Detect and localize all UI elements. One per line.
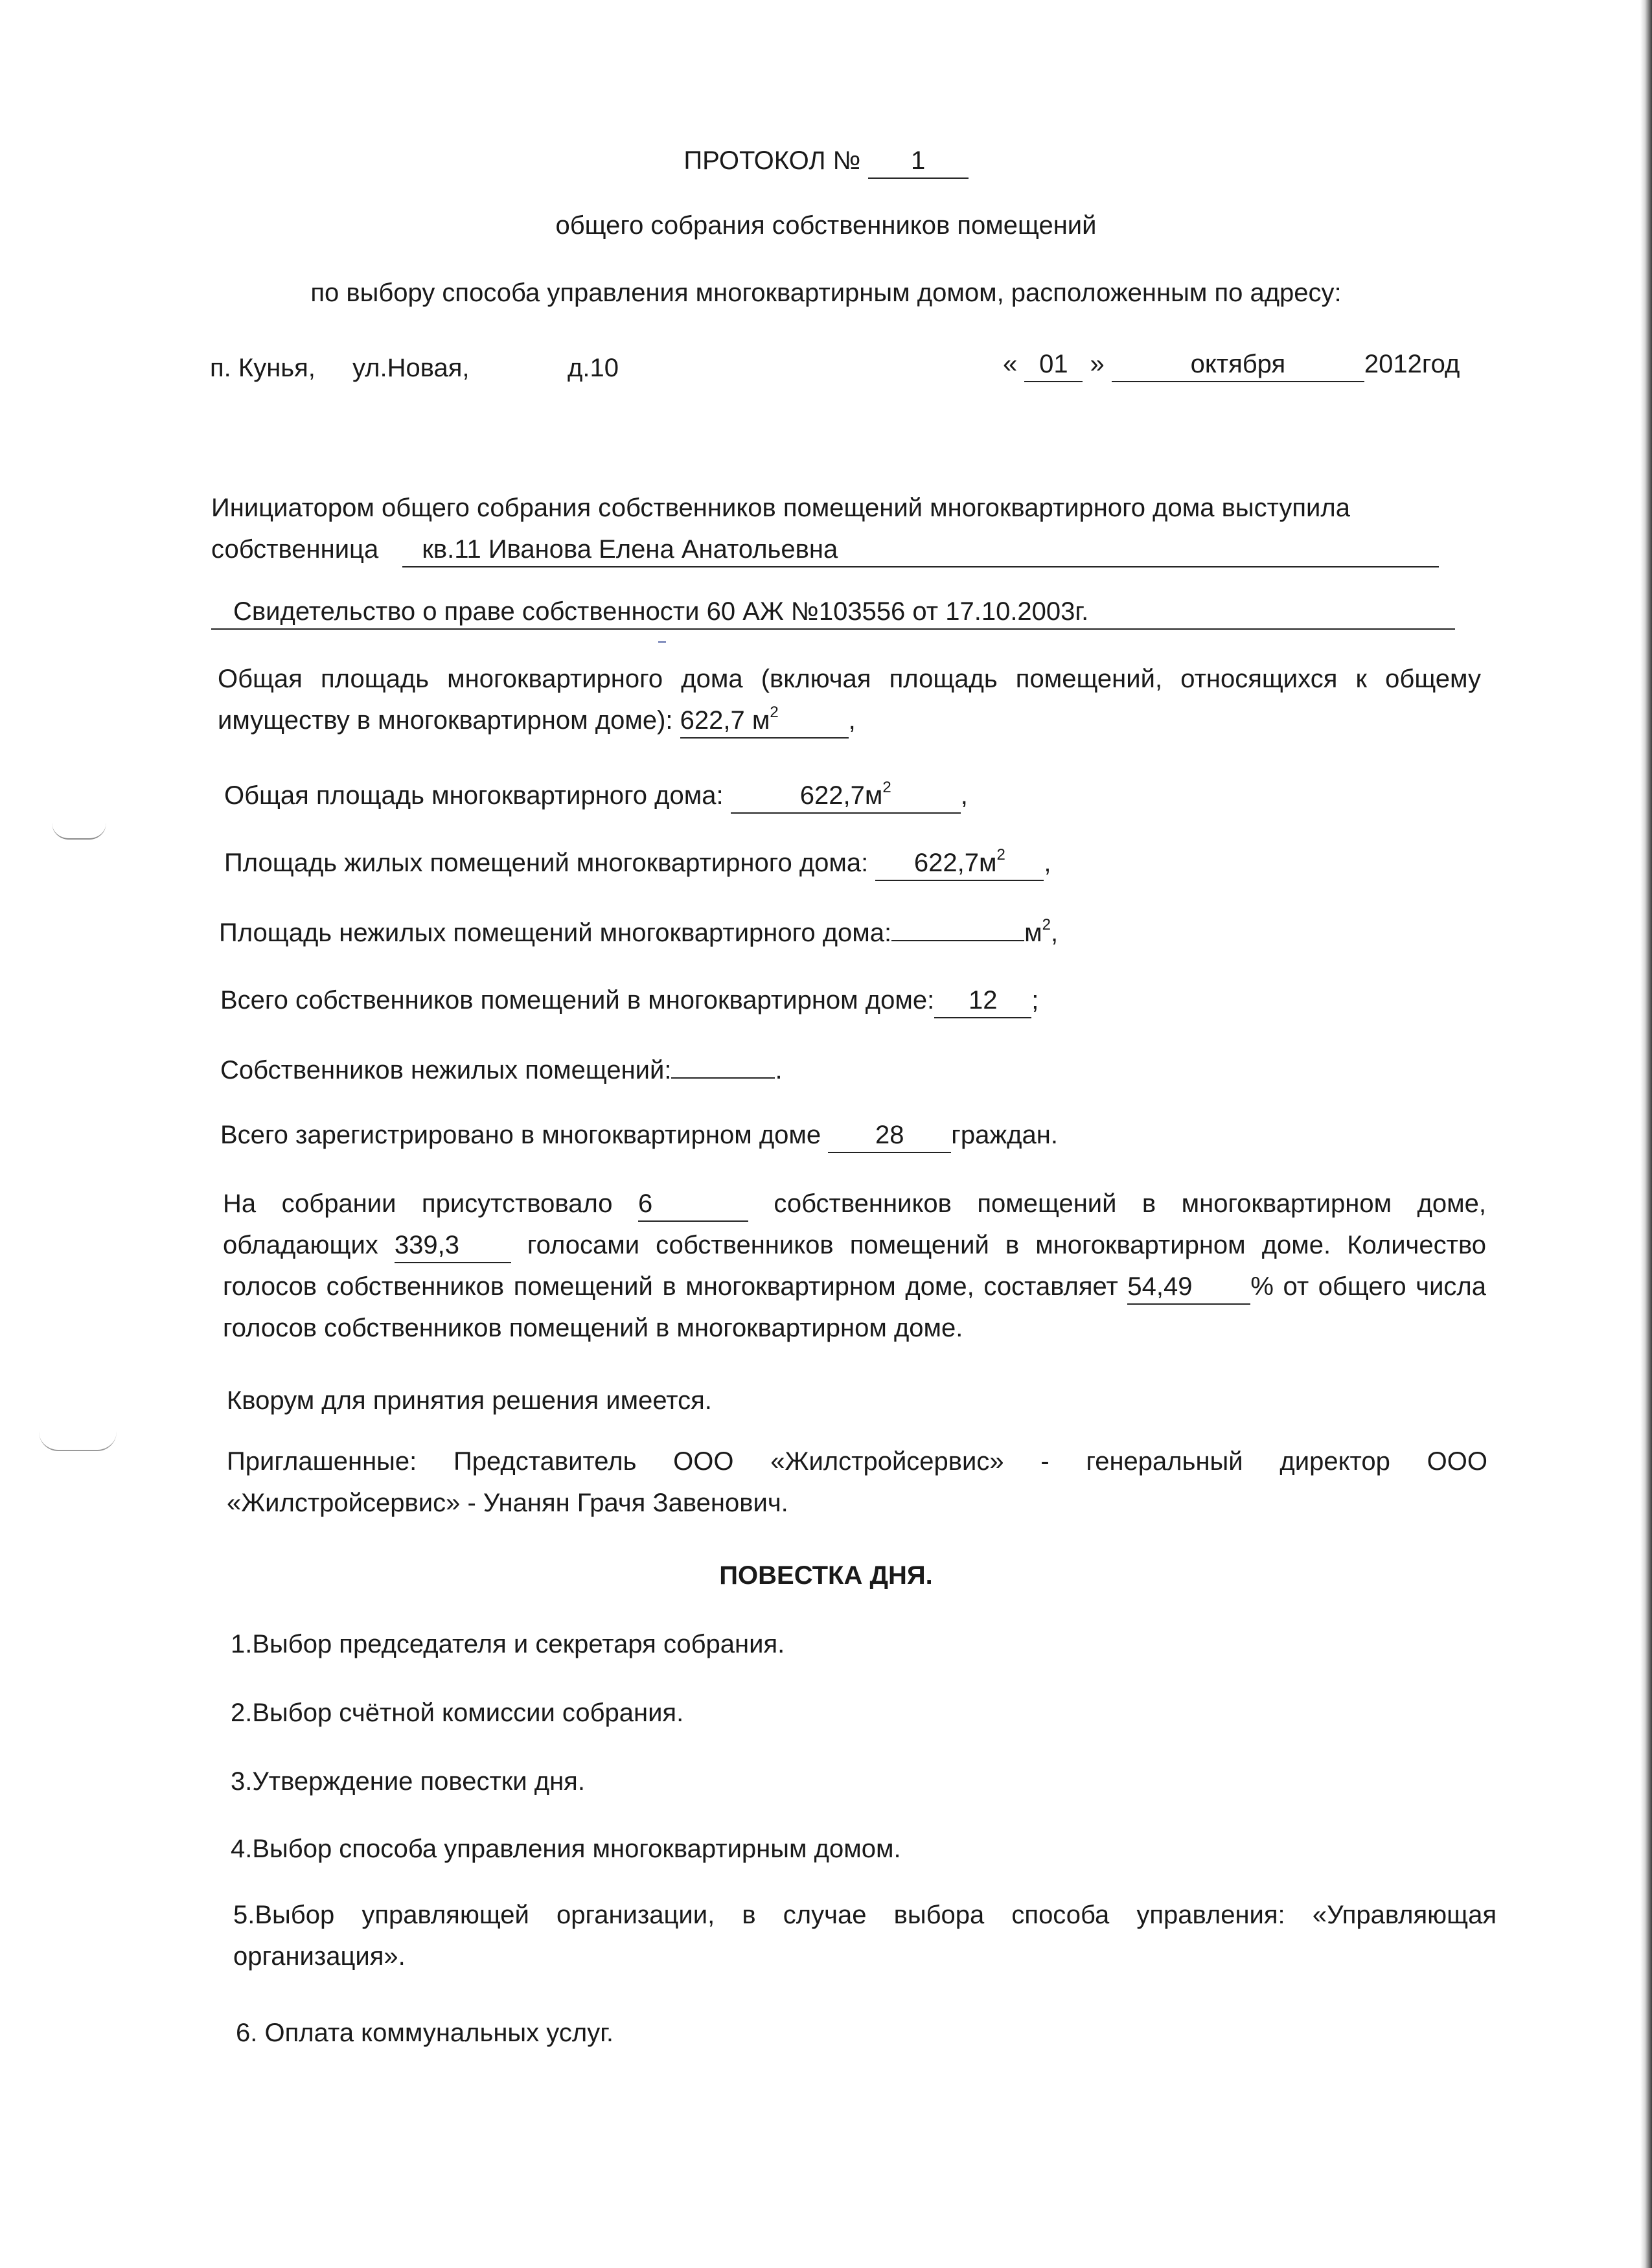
address-street: ул.Новая, <box>352 354 470 382</box>
initiator-owner-value: кв.11 Иванова Елена Анатольевна <box>402 533 1439 567</box>
date-month: октября <box>1112 347 1364 382</box>
pen-mark <box>658 641 666 645</box>
protocol-number: 1 <box>868 144 969 179</box>
meeting-date: « 01 » октября 2012год <box>1003 343 1460 385</box>
living-area: Площадь жилых помещений многоквартирного дома: $622,7м^2$ , <box>224 842 1051 884</box>
address-settlement: п. Кунья, <box>210 354 315 382</box>
initiator-owner: собственница кв.11 Иванова Елена Анатольевна <box>211 529 1439 570</box>
initiator-line: Инициатором общего собрания собственников помещений многоквартирного дома выступила <box>211 494 1350 522</box>
total-area-common: Общая площадь многоквартирного дома (включая площадь помещений, относящихся к общему имуществу в многоквартирном доме): 622,7 $м^2$ , <box>218 658 1481 741</box>
agenda-item: 6. Оплата коммунальных услуг. <box>236 2019 614 2047</box>
protocol-purpose: по выбору способа управления многоквартирным домом, расположенным по адресу: <box>310 279 1342 307</box>
agenda-item: 5.Выбор управляющей организации, в случае выбора способа управления: «Управляющая организация». <box>233 1901 1497 1971</box>
registered-citizens: Всего зарегистрировано в многоквартирном доме 28 граждан. <box>220 1114 1058 1156</box>
nonliving-area: Площадь нежилых помещений многоквартирного дома: $м^2$, <box>219 916 1059 947</box>
quorum-text: Кворум для принятия решения имеется. <box>227 1386 712 1415</box>
attendance-paragraph: На собрании присутствовало 6 собственников помещений в многоквартирном доме, обладающих 339,3 голосами собственников помещений в многоквартирном доме. Количество голосов собственников помещений в многоквартирном доме, составляет 54,49 % от общего числа голосов собственников помещений в многоквартирном доме. <box>223 1183 1486 1349</box>
protocol-title: ПРОТОКОЛ № 1 <box>0 140 1652 181</box>
margin-mark <box>39 1432 117 1451</box>
margin-mark <box>52 823 106 840</box>
scan-edge <box>1640 0 1652 2268</box>
agenda-item: 1.Выбор председателя и секретаря собрания. <box>231 1630 785 1658</box>
agenda-item: 2.Выбор счётной комиссии собрания. <box>231 1699 684 1727</box>
protocol-subtitle: общего собрания собственников помещений <box>555 211 1097 240</box>
address-house: д.10 <box>568 354 619 382</box>
ownership-certificate: Свидетельство о праве собственности 60 АЖ №103556 от 17.10.2003г. <box>211 591 1455 632</box>
total-area: Общая площадь многоквартирного дома: $622,7м^2$ , <box>224 775 968 816</box>
agenda-item: 4.Выбор способа управления многоквартирным домом. <box>231 1835 901 1863</box>
owners-total: Всего собственников помещений в многоквартирном доме: 12 ; <box>220 979 1038 1021</box>
agenda-item: 3.Утверждение повестки дня. <box>231 1767 585 1796</box>
invited-paragraph: Приглашенные: Представитель ООО «Жилстройсервис» - генеральный директор ООО «Жилстройсервис» - Унанян Грачя Завенович. <box>227 1447 1487 1517</box>
date-year: 2012год <box>1364 350 1460 378</box>
owners-nonliving: Собственников нежилых помещений: . <box>220 1056 783 1084</box>
agenda-title: ПОВЕСТКА ДНЯ. <box>719 1561 933 1590</box>
date-day: 01 <box>1024 347 1083 382</box>
